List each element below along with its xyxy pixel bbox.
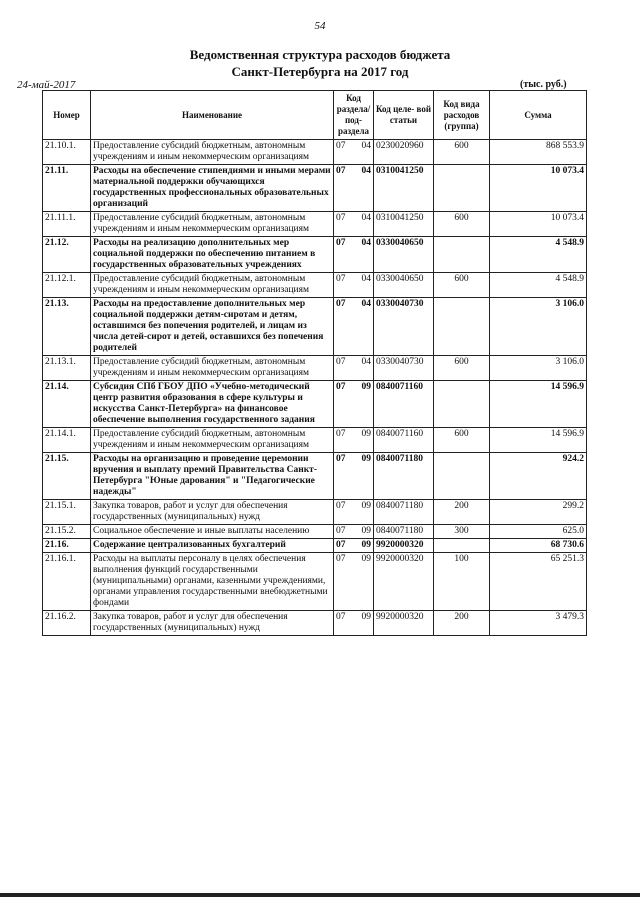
title-line-1: Ведомственная структура расходов бюджета bbox=[189, 47, 451, 62]
cell-name: Предоставление субсидий бюджетным, автономным учреждениям и иным некоммерческим организациям bbox=[91, 356, 334, 381]
cell-razdel bbox=[334, 212, 374, 237]
cell-vid: 600 bbox=[434, 140, 490, 165]
podrazdel-code: 09 bbox=[361, 382, 371, 392]
razdel-codes bbox=[336, 554, 371, 565]
cell-razdel bbox=[334, 273, 374, 298]
podrazdel-code: 04 bbox=[361, 238, 371, 248]
cell-name: Расходы на реализацию дополнительных мер социальной поддержки по обеспечению питанием в государственных образовательных учреждениях bbox=[91, 237, 334, 273]
cell-sum: 3 479.3 bbox=[490, 611, 587, 636]
razdel-codes bbox=[336, 526, 371, 537]
cell-sum: 3 106.0 bbox=[490, 298, 587, 356]
cell-vid: 600 bbox=[434, 356, 490, 381]
cell-razdel bbox=[334, 356, 374, 381]
cell-vid bbox=[434, 453, 490, 500]
cell-name: Социальное обеспечение и иные выплаты населению bbox=[91, 525, 334, 539]
header-razdel: Код раздела/ под- раздела bbox=[334, 91, 374, 140]
razdel-code: 07 bbox=[336, 612, 346, 622]
cell-vid: 600 bbox=[434, 212, 490, 237]
cell-sum: 14 596.9 bbox=[490, 428, 587, 453]
cell-vid: 200 bbox=[434, 500, 490, 525]
cell-stat: 0330040650 bbox=[374, 237, 434, 273]
cell-stat: 0310041250 bbox=[374, 165, 434, 212]
razdel-codes bbox=[336, 213, 371, 224]
cell-name: Расходы на обеспечение стипендиями и иными мерами материальной поддержки обучающихся государственных профессиональных образовательных организаций bbox=[91, 165, 334, 212]
cell-number: 21.12.1. bbox=[43, 273, 91, 298]
razdel-codes bbox=[336, 382, 371, 393]
cell-sum: 14 596.9 bbox=[490, 381, 587, 428]
razdel-codes bbox=[336, 612, 371, 623]
razdel-codes bbox=[336, 429, 371, 440]
cell-name: Расходы на предоставление дополнительных мер социальной поддержки детям-сиротам и детям, оставшимся без попечения родителей, и лицам из числа детей-сирот и детей, оставшихся без попечения родителей bbox=[91, 298, 334, 356]
cell-vid: 600 bbox=[434, 273, 490, 298]
table-row bbox=[43, 611, 587, 636]
cell-number: 21.15.1. bbox=[43, 500, 91, 525]
razdel-codes bbox=[336, 166, 371, 177]
cell-name: Закупка товаров, работ и услуг для обеспечения государственных (муниципальных) нужд bbox=[91, 611, 334, 636]
cell-razdel bbox=[334, 140, 374, 165]
razdel-code: 07 bbox=[336, 274, 346, 284]
cell-vid bbox=[434, 539, 490, 553]
cell-number: 21.16.1. bbox=[43, 553, 91, 611]
cell-razdel bbox=[334, 611, 374, 636]
table-row bbox=[43, 140, 587, 165]
table-row bbox=[43, 212, 587, 237]
table-header-row bbox=[43, 91, 587, 140]
cell-number: 21.16.2. bbox=[43, 611, 91, 636]
razdel-code: 07 bbox=[336, 213, 346, 223]
table-row bbox=[43, 273, 587, 298]
header-sum: Сумма bbox=[490, 91, 587, 140]
cell-stat: 0230020960 bbox=[374, 140, 434, 165]
table-body bbox=[43, 140, 587, 636]
header-number: Номер bbox=[43, 91, 91, 140]
cell-razdel bbox=[334, 553, 374, 611]
table-row bbox=[43, 525, 587, 539]
cell-razdel bbox=[334, 428, 374, 453]
podrazdel-code: 04 bbox=[361, 274, 371, 284]
razdel-codes bbox=[336, 274, 371, 285]
header-name: Наименование bbox=[91, 91, 334, 140]
cell-stat: 0330040730 bbox=[374, 356, 434, 381]
razdel-code: 07 bbox=[336, 554, 346, 564]
cell-sum: 4 548.9 bbox=[490, 237, 587, 273]
header-stat: Код целе- вой статьи bbox=[374, 91, 434, 140]
cell-name: Предоставление субсидий бюджетным, автономным учреждениям и иным некоммерческим организациям bbox=[91, 212, 334, 237]
razdel-code: 07 bbox=[336, 299, 346, 309]
document-date: 24-май-2017 bbox=[17, 79, 76, 91]
cell-stat: 9920000320 bbox=[374, 539, 434, 553]
budget-table bbox=[42, 90, 587, 636]
razdel-codes bbox=[336, 141, 371, 152]
cell-vid bbox=[434, 165, 490, 212]
cell-razdel bbox=[334, 525, 374, 539]
cell-sum: 625.0 bbox=[490, 525, 587, 539]
cell-sum: 924.2 bbox=[490, 453, 587, 500]
cell-number: 21.14.1. bbox=[43, 428, 91, 453]
cell-stat: 0330040650 bbox=[374, 273, 434, 298]
cell-vid bbox=[434, 298, 490, 356]
page-number: 54 bbox=[314, 20, 326, 32]
podrazdel-code: 09 bbox=[361, 526, 371, 536]
cell-name: Предоставление субсидий бюджетным, автономным учреждениям и иным некоммерческим организациям bbox=[91, 273, 334, 298]
cell-number: 21.15.2. bbox=[43, 525, 91, 539]
razdel-code: 07 bbox=[336, 357, 346, 367]
cell-razdel bbox=[334, 500, 374, 525]
razdel-code: 07 bbox=[336, 382, 346, 392]
podrazdel-code: 09 bbox=[361, 540, 371, 550]
razdel-codes bbox=[336, 299, 371, 310]
cell-stat: 0840071180 bbox=[374, 453, 434, 500]
cell-name: Предоставление субсидий бюджетным, автономным учреждениям и иным некоммерческим организациям bbox=[91, 428, 334, 453]
table-row bbox=[43, 381, 587, 428]
podrazdel-code: 04 bbox=[361, 166, 371, 176]
cell-sum: 65 251.3 bbox=[490, 553, 587, 611]
razdel-code: 07 bbox=[336, 540, 346, 550]
razdel-code: 07 bbox=[336, 501, 346, 511]
razdel-code: 07 bbox=[336, 238, 346, 248]
cell-number: 21.15. bbox=[43, 453, 91, 500]
cell-razdel bbox=[334, 453, 374, 500]
cell-razdel bbox=[334, 381, 374, 428]
cell-number: 21.10.1. bbox=[43, 140, 91, 165]
table-row bbox=[43, 356, 587, 381]
cell-name: Предоставление субсидий бюджетным, автономным учреждениям и иным некоммерческим организациям bbox=[91, 140, 334, 165]
cell-sum: 10 073.4 bbox=[490, 165, 587, 212]
cell-name: Содержание централизованных бухгалтерий bbox=[91, 539, 334, 553]
podrazdel-code: 09 bbox=[361, 454, 371, 464]
cell-vid: 200 bbox=[434, 611, 490, 636]
razdel-codes bbox=[336, 454, 371, 465]
cell-stat: 0310041250 bbox=[374, 212, 434, 237]
header-vid: Код вида расходов (группа) bbox=[434, 91, 490, 140]
table-row bbox=[43, 553, 587, 611]
cell-number: 21.16. bbox=[43, 539, 91, 553]
razdel-code: 07 bbox=[336, 454, 346, 464]
cell-sum: 68 730.6 bbox=[490, 539, 587, 553]
podrazdel-code: 09 bbox=[361, 429, 371, 439]
cell-vid: 300 bbox=[434, 525, 490, 539]
cell-number: 21.11.1. bbox=[43, 212, 91, 237]
cell-vid: 100 bbox=[434, 553, 490, 611]
cell-sum: 10 073.4 bbox=[490, 212, 587, 237]
cell-stat: 9920000320 bbox=[374, 611, 434, 636]
cell-name: Закупка товаров, работ и услуг для обеспечения государственных (муниципальных) нужд bbox=[91, 500, 334, 525]
cell-sum: 4 548.9 bbox=[490, 273, 587, 298]
cell-razdel bbox=[334, 298, 374, 356]
cell-name: Расходы на организацию и проведение церемонии вручения и выплату премий Правительства Санкт-Петербурга "Юные дарования" и "Педагогические надежды" bbox=[91, 453, 334, 500]
cell-name: Расходы на выплаты персоналу в целях обеспечения выполнения функций государственными (муниципальными) органами, казенными учреждениями, органами управления государственными внебюджетными фондами bbox=[91, 553, 334, 611]
cell-stat: 0840071180 bbox=[374, 525, 434, 539]
table-row bbox=[43, 165, 587, 212]
cell-number: 21.14. bbox=[43, 381, 91, 428]
razdel-code: 07 bbox=[336, 141, 346, 151]
podrazdel-code: 09 bbox=[361, 501, 371, 511]
razdel-code: 07 bbox=[336, 166, 346, 176]
cell-number: 21.13.1. bbox=[43, 356, 91, 381]
title-line-2: Санкт-Петербурга на 2017 год bbox=[231, 64, 409, 79]
units-label: (тыс. руб.) bbox=[520, 79, 567, 90]
bottom-scan-edge bbox=[0, 893, 640, 897]
razdel-code: 07 bbox=[336, 429, 346, 439]
cell-sum: 299.2 bbox=[490, 500, 587, 525]
cell-stat: 0840071180 bbox=[374, 500, 434, 525]
cell-sum: 868 553.9 bbox=[490, 140, 587, 165]
podrazdel-code: 04 bbox=[361, 357, 371, 367]
razdel-codes bbox=[336, 238, 371, 249]
cell-stat: 9920000320 bbox=[374, 553, 434, 611]
cell-stat: 0840071160 bbox=[374, 381, 434, 428]
razdel-codes bbox=[336, 501, 371, 512]
table-row bbox=[43, 428, 587, 453]
razdel-codes bbox=[336, 540, 371, 551]
cell-number: 21.13. bbox=[43, 298, 91, 356]
table-row bbox=[43, 453, 587, 500]
podrazdel-code: 09 bbox=[361, 554, 371, 564]
cell-sum: 3 106.0 bbox=[490, 356, 587, 381]
cell-vid bbox=[434, 381, 490, 428]
cell-razdel bbox=[334, 165, 374, 212]
cell-vid: 600 bbox=[434, 428, 490, 453]
razdel-codes bbox=[336, 357, 371, 368]
cell-stat: 0840071160 bbox=[374, 428, 434, 453]
table-row bbox=[43, 237, 587, 273]
podrazdel-code: 04 bbox=[361, 299, 371, 309]
cell-name: Субсидия СПб ГБОУ ДПО «Учебно-методический центр развития образования в сфере культуры и искусства Санкт-Петербурга» на финансовое обеспечение выполнения государственного задания bbox=[91, 381, 334, 428]
table-row bbox=[43, 500, 587, 525]
podrazdel-code: 09 bbox=[361, 612, 371, 622]
cell-stat: 0330040730 bbox=[374, 298, 434, 356]
document-title bbox=[0, 46, 640, 80]
cell-number: 21.11. bbox=[43, 165, 91, 212]
cell-razdel bbox=[334, 237, 374, 273]
podrazdel-code: 04 bbox=[361, 213, 371, 223]
table-row bbox=[43, 539, 587, 553]
podrazdel-code: 04 bbox=[361, 141, 371, 151]
cell-razdel bbox=[334, 539, 374, 553]
table-row bbox=[43, 298, 587, 356]
cell-vid bbox=[434, 237, 490, 273]
cell-number: 21.12. bbox=[43, 237, 91, 273]
razdel-code: 07 bbox=[336, 526, 346, 536]
